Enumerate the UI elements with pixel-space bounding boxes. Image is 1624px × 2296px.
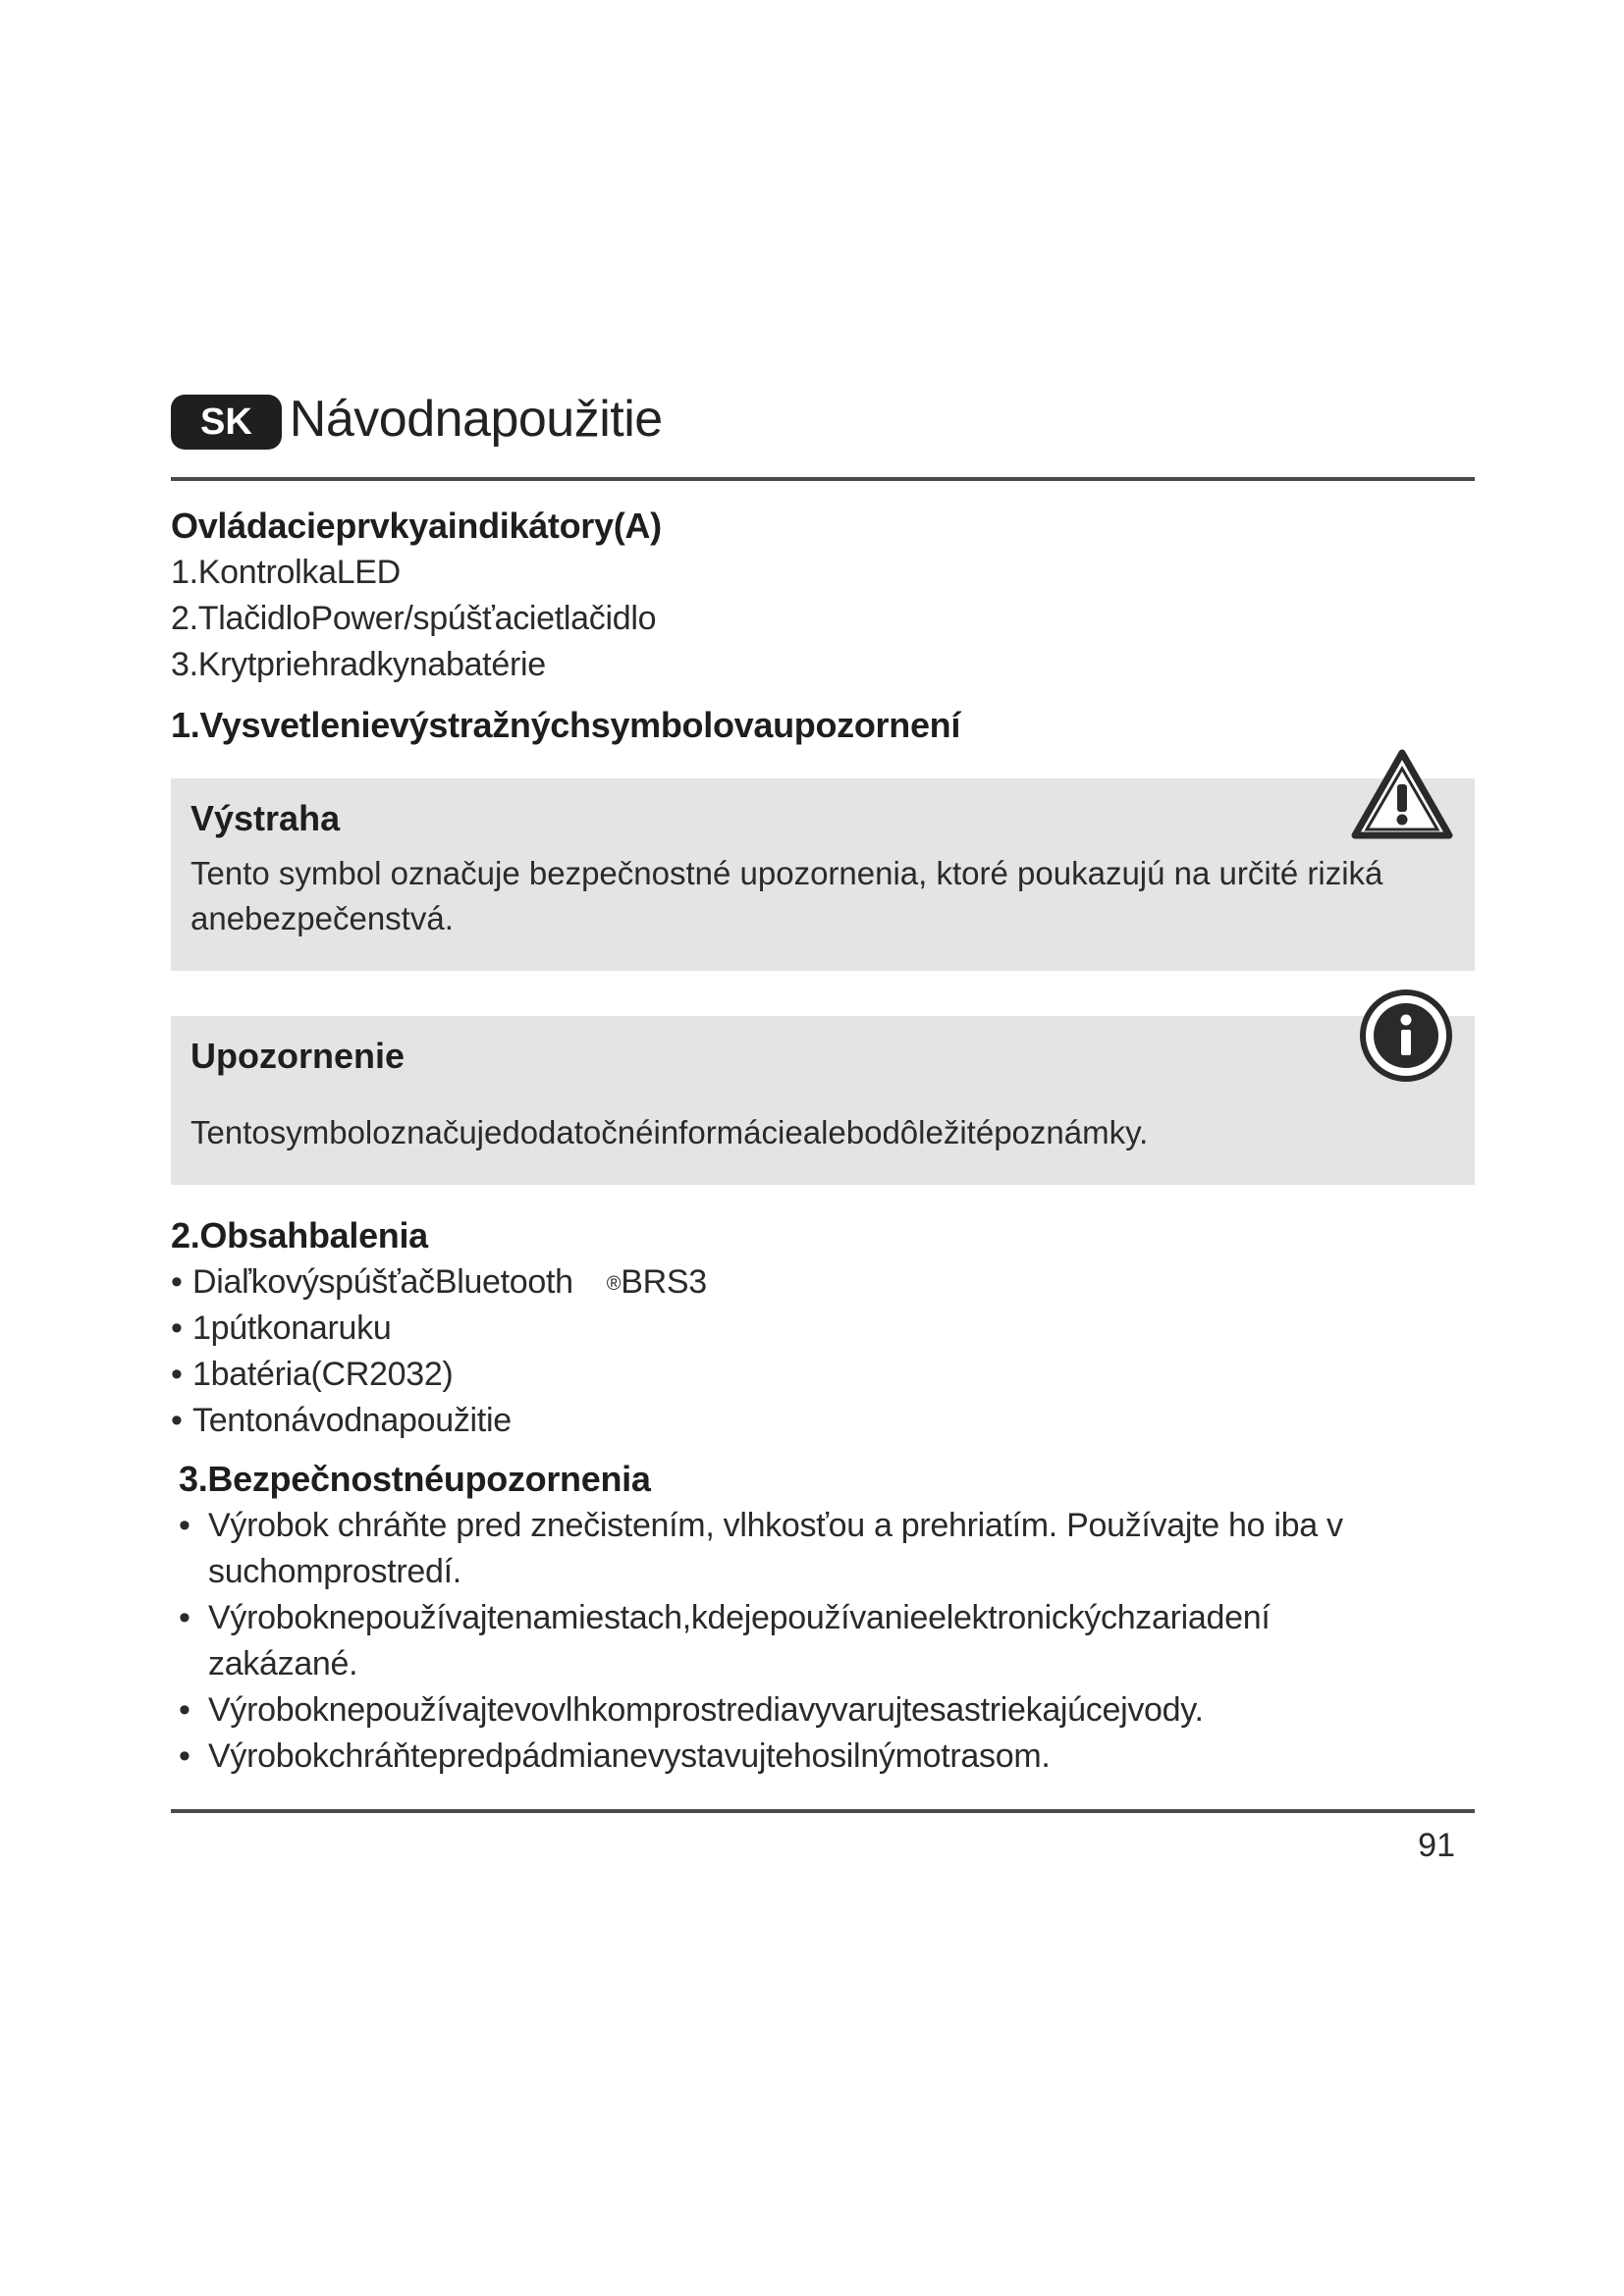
item-text: Výrobok chráňte pred znečistením, vlhkosťou a prehriatím. Používajte ho iba v	[208, 1507, 1343, 1544]
warning-box	[171, 778, 1475, 971]
controls-item: 3.Krytpriehradkynabatérie	[171, 646, 546, 683]
item-text-continued: zakázané.	[208, 1645, 358, 1682]
warning-text: Tento symbol označuje bezpečnostné upozornenia, ktoré poukazujú na určité riziká anebezpečenstvá.	[190, 855, 1383, 936]
list-item: • 1pútkonaruku	[171, 1306, 1475, 1352]
warning-triangle-icon	[1351, 749, 1453, 846]
list-item	[179, 1687, 1475, 1734]
safety-heading: 3.Bezpečnostnéupozornenia	[179, 1459, 651, 1499]
list-item	[171, 1259, 1475, 1306]
note-box	[171, 1016, 1475, 1185]
list-item	[179, 1503, 1475, 1595]
safety-section	[171, 1456, 1475, 1780]
symbols-heading: 1.Vysvetlenievýstražnýchsymbolovaupozornení	[171, 705, 961, 745]
document-title: Návodnapoužitie	[289, 391, 663, 448]
item-text: Výroboknepoužívajtenamiestach,kdejepoužívanieelektronickýchzariadení	[208, 1599, 1271, 1636]
list-item	[179, 1734, 1475, 1780]
item-text: DiaľkovýspúšťačBluetooth	[192, 1263, 573, 1301]
controls-heading: Ovládacieprvkyaindikátory(A)	[171, 506, 662, 546]
safety-list	[179, 1503, 1475, 1780]
model-name: BRS3	[621, 1263, 707, 1301]
note-text: Tentosymboloznačujedodatočnéinformáciealebodôležitépoznámky.	[190, 1114, 1149, 1150]
list-item: • 1batéria(CR2032)	[171, 1352, 1475, 1398]
registered-mark: ®	[606, 1273, 622, 1295]
list-item: • Tentonávodnapoužitie	[171, 1398, 1475, 1444]
manual-page	[171, 383, 1475, 1865]
symbols-section	[171, 702, 1475, 749]
page-header	[171, 383, 1475, 455]
item-text-continued: suchomprostredí.	[208, 1553, 461, 1590]
page-number: 91	[1418, 1827, 1455, 1864]
language-badge: SK	[171, 395, 282, 450]
bottom-divider	[171, 1809, 1475, 1813]
contents-section	[171, 1212, 1475, 1444]
warning-title: Výstraha	[190, 798, 341, 838]
info-circle-icon	[1359, 988, 1453, 1088]
item-text: Výroboknepoužívajtevovlhkomprostrediavyvarujtesastriekajúcejvody.	[208, 1691, 1204, 1729]
contents-list	[171, 1259, 1475, 1444]
list-item	[179, 1595, 1475, 1687]
note-title: Upozornenie	[190, 1036, 406, 1076]
controls-item: 1.KontrolkaLED	[171, 554, 401, 591]
controls-section	[171, 503, 1475, 688]
item-text: Výrobokchráňtepredpádmianevystavujtehosilnýmotrasom.	[208, 1737, 1051, 1775]
contents-heading: 2.Obsahbalenia	[171, 1215, 428, 1255]
controls-item: 2.TlačidloPower/spúšťacietlačidlo	[171, 600, 657, 637]
top-divider	[171, 477, 1475, 481]
